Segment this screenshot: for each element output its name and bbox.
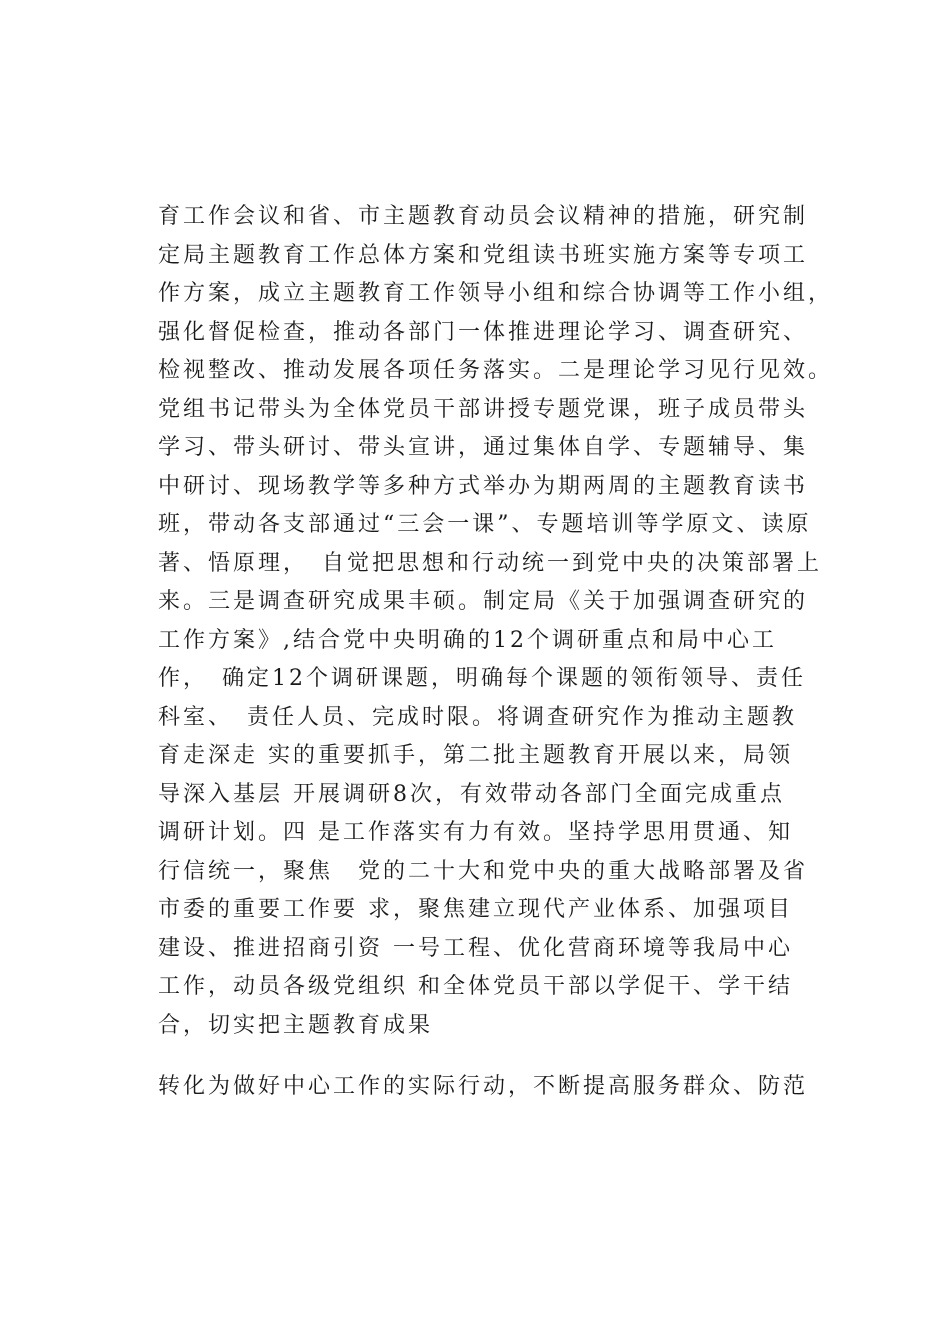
text-line: 市委的重要工作要 求，聚焦建立现代产业体系、加强项目 <box>158 897 793 922</box>
text-line: 合，切实把主题教育成果 <box>158 1012 434 1038</box>
text-line: 定局主题教育工作总体方案和党组读书班实施方案等专项工 <box>158 242 809 268</box>
text-line: 育工作会议和省、市主题教育动员会议精神的措施，研究制 <box>158 204 809 229</box>
text-line: 行信统一，聚焦 党的二十大和党中央的重大战略部署及省 <box>158 858 809 884</box>
text-line: 来。三是调查研究成果丰硕。制定局《关于加强调查研究的 <box>158 589 809 614</box>
text-line: 建设、推进招商引资 一号工程、优化营商环境等我局中心 <box>158 935 793 961</box>
text-line: 学习、带头研讨、带头宣讲，通过集体自学、专题辅导、集 <box>158 435 809 460</box>
text-line: 作方案，成立主题教育工作领导小组和综合协调等工作小组， <box>158 281 834 306</box>
text-line: 强化督促检查，推动各部门一体推进理论学习、调查研究、 <box>158 319 809 345</box>
text-line: 育走深走 实的重要抓手，第二批主题教育开展以来，局领 <box>158 743 793 768</box>
text-line: 调研计划。四 是工作落实有力有效。坚持学思用贯通、知 <box>158 820 793 845</box>
body-paragraph <box>158 198 838 1045</box>
text-line: 中研讨、现场教学等多种方式举办为期两周的主题教育读书 <box>158 473 809 499</box>
text-line: 科室、 责任人员、完成时限。将调查研究作为推动主题教 <box>158 704 798 730</box>
text-line: 班，带动各支部通过“三会一课”、专题培训等学原文、读原 <box>158 512 812 537</box>
text-line: 转化为做好中心工作的实际行动，不断提高服务群众、防范 <box>158 1074 809 1099</box>
text-line: 工作，动员各级党组织 和全体党员干部以学促干、学干结 <box>158 974 793 999</box>
text-line: 著、悟原理， 自觉把思想和行动统一到党中央的决策部署上 <box>158 550 823 576</box>
text-line: 导深入基层 开展调研8次，有效带动各部门全面完成重点 <box>158 781 785 807</box>
text-line: 党组书记带头为全体党员干部讲授专题党课，班子成员带头 <box>158 396 809 422</box>
tail-paragraph <box>158 1068 838 1107</box>
text-line: 作， 确定12个调研课题，明确每个课题的领衔领导、责任 <box>158 666 806 691</box>
text-line: 工作方案》,结合党中央明确的12个调研重点和局中心工 <box>158 627 777 653</box>
text-line: 检视整改、推动发展各项任务落实。二是理论学习见行见效。 <box>158 358 834 383</box>
